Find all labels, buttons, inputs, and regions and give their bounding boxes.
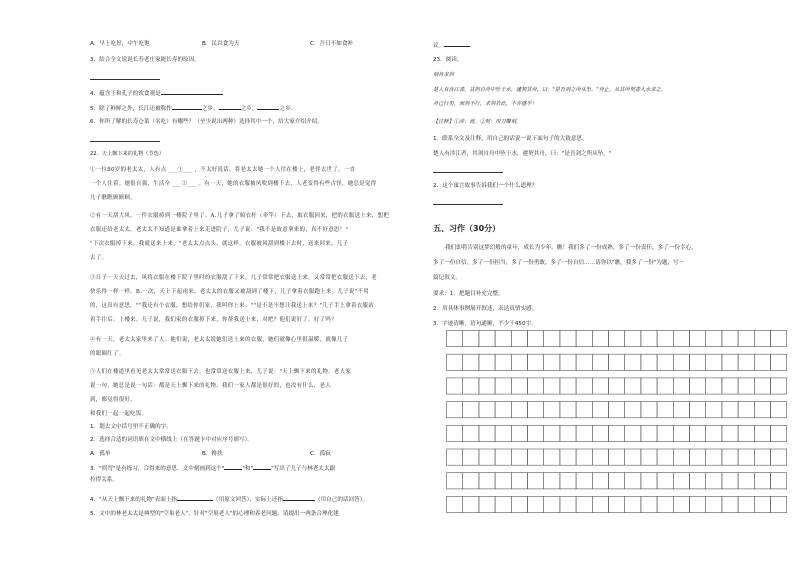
grid-cell[interactable] [544,425,560,441]
grid-cell[interactable] [722,331,738,347]
grid-cell[interactable] [625,354,641,370]
grid-cell[interactable] [625,402,641,418]
grid-cell[interactable] [479,354,495,370]
grid-cell[interactable] [495,496,511,512]
option-a: A．早上吃好，中午吃饱 [90,41,150,47]
answer-cont: 议。 [433,40,470,50]
classic-text: 楚人有涉江者，其剑自舟中坠于水，遽契其舟，曰："是吾剑之所从坠。"舟止，从其所契者入水求之。 [433,87,667,93]
answer-line [90,141,160,142]
grid-cell[interactable] [657,378,673,394]
grid-cell[interactable] [754,473,770,489]
grid-cell[interactable] [495,354,511,370]
grid-cell[interactable] [690,496,706,512]
grid-cell[interactable] [511,449,527,465]
grid-cell[interactable] [576,402,592,418]
question-4: 4．蕴含王和孔子的饮食观是 [90,88,223,98]
grid-cell[interactable] [722,449,738,465]
grid-cell[interactable] [463,425,479,441]
grid-cell[interactable] [447,331,463,347]
grid-cell[interactable] [771,425,787,441]
grid-cell[interactable] [528,496,544,512]
grid-cell[interactable] [576,378,592,394]
grid-cell[interactable] [447,449,463,465]
grid-cell[interactable] [479,449,495,465]
grid-cell[interactable] [771,402,787,418]
grid-cell[interactable] [447,354,463,370]
grid-cell[interactable] [609,402,625,418]
grid-cell[interactable] [722,378,738,394]
passage-line: 的眼圈红了。 [90,351,125,357]
grid-cell[interactable] [690,354,706,370]
grid-cell[interactable] [447,425,463,441]
grid-cell[interactable] [706,331,722,347]
grid-cell[interactable] [657,402,673,418]
question-23: 23．阅读。 [433,57,463,63]
question-5b: 5．文中的林老太太是典型的"空巢老人"，针对"空巢老人"的心理和养老问题，请提出一两条合理化建 [90,511,339,517]
grid-cell[interactable] [479,402,495,418]
grid-cell[interactable] [544,496,560,512]
grid-cell[interactable] [609,473,625,489]
q2-option-b: B．搀扶 [202,451,223,457]
grid-cell[interactable] [560,496,576,512]
prompt-line: 多了一份自信，多了一份担当，多了一份勇敢，多了一份自信……请你以"瞧，我多了一份"为题，写一 [433,260,685,266]
grid-cell[interactable] [528,425,544,441]
grid-cell[interactable] [706,425,722,441]
q2-option-c: C．孤寂 [310,451,331,457]
question-1: 1．划去文中括号里不正确的字。 [90,424,172,430]
grid-cell[interactable] [463,354,479,370]
grid-cell[interactable] [771,331,787,347]
grid-cell[interactable] [706,473,722,489]
grid-cell[interactable] [625,378,641,394]
grid-cell[interactable] [511,354,527,370]
passage-line: 去了。 [90,255,108,261]
requirement-1: 要求：1．把题目补充完整。 [433,291,504,297]
grid-cell[interactable] [706,402,722,418]
grid-cell[interactable] [754,354,770,370]
passage-line: 衣服还给老太太。老太太不知道是谁拿着上来走进院子，儿子说："我不是故意拿来的，真不好意思！" [90,227,349,233]
grid-cell[interactable] [771,449,787,465]
grid-cell[interactable] [657,354,673,370]
passage-line: 说一句，她总是说一句话：都是天上飘下来的礼物。我们一家人都是很好的，也没有什么，老人 [90,383,332,389]
question-3b: 3．"拐弯"是有练习，合得来的意思。文中刻画到这个" "和" "写出了儿子与林老太太跟 [90,463,335,473]
grid-lines [446,330,794,518]
grid-cell[interactable] [592,331,608,347]
grid-cell[interactable] [771,473,787,489]
grid-cell[interactable] [479,496,495,512]
grid-cell[interactable] [560,354,576,370]
grid-cell[interactable] [544,354,560,370]
grid-cell[interactable] [528,473,544,489]
grid-cell[interactable] [479,425,495,441]
grid-cell[interactable] [722,496,738,512]
answer-line [433,204,503,205]
grid-cell[interactable] [495,473,511,489]
grid-cell[interactable] [479,473,495,489]
grid-cell[interactable] [754,378,770,394]
question-5: 5．除了鲜鲜之外，长江还被称作 之乡， 之乡， 之乡。 [90,103,296,113]
grid-cell[interactable] [592,473,608,489]
grid-cell[interactable] [511,425,527,441]
grid-cell[interactable] [479,378,495,394]
grid-cell[interactable] [690,331,706,347]
grid-cell[interactable] [463,331,479,347]
grid-cell[interactable] [657,331,673,347]
right-question-1-sentence: 楚人有涉江者，其剑自舟中坠于水，遽契其舟，曰："是吾剑之所从坠。" [433,151,612,157]
passage-line: ⑤人们在楼道里看见老太太常常送衣服下去，也常常送衣服上来，儿子说："天上飘下来的礼物，老人家 [90,369,352,375]
grid-cell[interactable] [706,449,722,465]
grid-cell[interactable] [560,378,576,394]
grid-cell[interactable] [690,473,706,489]
grid-cell[interactable] [673,354,689,370]
grid-cell[interactable] [690,425,706,441]
grid-cell[interactable] [560,449,576,465]
passage-line: ④有一天，老太太家里来了人。他们说，老太太说她们送上来的衣服，她们就像心里很温暖，就像儿子 [90,337,349,343]
grid-cell[interactable] [738,496,754,512]
option-c: C．吾日不如食补 [310,41,354,47]
grid-cell[interactable] [511,331,527,347]
grid-cell[interactable] [754,425,770,441]
classic-text: 舟已行矣，而剑不行，求剑若此，不亦惑乎！ [433,101,537,107]
grid-cell[interactable] [722,354,738,370]
option-b: B．民以食为天 [202,41,240,47]
grid-cell[interactable] [463,402,479,418]
grid-cell[interactable] [463,449,479,465]
grid-cell[interactable] [641,449,657,465]
grid-cell[interactable] [673,378,689,394]
grid-cell[interactable] [528,402,544,418]
passage-line: 着手往后。上楼来。儿子说，我们家的衣服掉下来，你帮我送上来，对吧？他们说好了。好了吗？ [90,317,337,323]
question-6: 6．你所了解的长寿仓菜（名吃）有哪些？（至少说出两种）选择其中一个，给大家介绍介绍。 [90,119,323,125]
grid-cell[interactable] [690,402,706,418]
grid-cell[interactable] [592,496,608,512]
grid-cell[interactable] [722,473,738,489]
grid-cell[interactable] [576,473,592,489]
grid-cell[interactable] [754,449,770,465]
grid-cell[interactable] [576,331,592,347]
grid-cell[interactable] [576,496,592,512]
grid-cell[interactable] [609,449,625,465]
passage-line: "下次衣服掉下来，我就送来上来。"老太太点点头。就这样，衣服被风刮到楼下去时，送来回来，儿子 [90,241,349,247]
grid-cell[interactable] [625,331,641,347]
grid-cell[interactable] [771,496,787,512]
grid-cell[interactable] [771,378,787,394]
answer-line [433,172,503,173]
grid-cell[interactable] [560,473,576,489]
passage-line: 到，都觉得很好。 [90,397,136,403]
grid-cell[interactable] [754,402,770,418]
grid-cell[interactable] [754,331,770,347]
grid-cell[interactable] [447,496,463,512]
q2-option-a: A．孤单 [90,451,111,457]
grid-cell[interactable] [511,496,527,512]
grid-cell[interactable] [690,378,706,394]
grid-cell[interactable] [463,496,479,512]
question-2: 2．选择合适的词语填在文中横线上（在答题卡中对应序号填写）。 [90,437,253,443]
passage-line: ③日子一天天过去，风将衣服在楼下院子里时的衣服刮了下来，儿子常常把衣服送上来，又常常把衣服送下去，老 [90,275,378,281]
grid-cell[interactable] [754,496,770,512]
grid-cell[interactable] [528,354,544,370]
grid-cell[interactable] [447,473,463,489]
grid-cell[interactable] [625,473,641,489]
grid-cell[interactable] [511,402,527,418]
grid-cell[interactable] [544,331,560,347]
grid-cell[interactable] [544,473,560,489]
composition-grid[interactable] [446,330,794,518]
grid-cell[interactable] [625,496,641,512]
grid-cell[interactable] [495,378,511,394]
grid-cell[interactable] [576,354,592,370]
grid-cell[interactable] [495,331,511,347]
grid-cell[interactable] [560,331,576,347]
grid-cell[interactable] [463,378,479,394]
grid-cell[interactable] [641,425,657,441]
grid-cell[interactable] [657,496,673,512]
requirement-2: 2．用具体事例展开叙述，表达真情实感。 [433,306,538,312]
grid-cell[interactable] [592,354,608,370]
grid-cell[interactable] [673,331,689,347]
grid-cell[interactable] [641,354,657,370]
grid-cell[interactable] [511,378,527,394]
grid-cell[interactable] [673,496,689,512]
grid-cell[interactable] [657,425,673,441]
grid-cell[interactable] [447,378,463,394]
grid-cell[interactable] [528,378,544,394]
grid-cell[interactable] [706,496,722,512]
passage-line: 和我们一起一起吃饭。 [90,411,148,417]
grid-cell[interactable] [657,473,673,489]
grid-cell[interactable] [544,378,560,394]
prompt-line: 篇记叙文。 [433,275,461,281]
grid-cell[interactable] [690,449,706,465]
passage-line: 的，这真有意思。""我还有个衣服，想给你们家，我叫你上来。""是不是不想让我送上来？"儿子手上拿着衣服站 [90,303,374,309]
grid-cell[interactable] [771,354,787,370]
requirement-3: 3．字迹清晰，语句通顺，不少于450字。 [433,321,537,327]
grid-cell[interactable] [738,449,754,465]
grid-cell[interactable] [738,354,754,370]
grid-cell[interactable] [592,449,608,465]
grid-cell[interactable] [738,473,754,489]
grid-cell[interactable] [706,378,722,394]
grid-cell[interactable] [641,331,657,347]
grid-cell[interactable] [738,331,754,347]
grid-cell[interactable] [592,425,608,441]
grid-cell[interactable] [738,425,754,441]
grid-cell[interactable] [479,331,495,347]
grid-cell[interactable] [511,473,527,489]
right-question-1: 1．联系全文及注释，用自己的话说一说下面句子的大致意思。 [433,136,588,142]
grid-cell[interactable] [544,449,560,465]
question-3b-cont: 拉得关系。 [90,477,118,483]
answer-line [90,79,160,80]
grid-cell[interactable] [592,378,608,394]
passage-line: ①一位80岁的老太太，人有点 ___①___ ，不太好说话。将老太太她一个人住在楼上，老伴去世了，一直 [90,167,356,173]
grid-cell[interactable] [463,473,479,489]
prompt-line: 我们即将告别这梦幻般的童年，成长为少年。瞧！我们多了一份成熟，多了一份责任，多了一份幸心， [445,245,697,251]
question-22-title: 22．天上飘下来的礼物（节选） [90,151,165,157]
grid-cell[interactable] [625,425,641,441]
grid-cell[interactable] [673,449,689,465]
question-4b: 4．"从天上飘下来的礼物"表面上指 （用原文回答），实际上还指 （用自己的话回答）。 [90,494,368,504]
grid-cell[interactable] [544,402,560,418]
grid-cell[interactable] [592,402,608,418]
grid-cell[interactable] [609,331,625,347]
grid-cell[interactable] [625,449,641,465]
grid-cell[interactable] [560,402,576,418]
grid-cell[interactable] [657,449,673,465]
passage-line: ②有一天刮大风，一件衣服掉到一楼院子里了。A.儿子拿了晾衣杆（牵竿）下去，取衣服回来，把的衣服送上来，想把 [90,213,390,219]
right-question-2: 2．这个寓言故事告诉我们一个什么道理？ [433,183,538,189]
grid-cell[interactable] [576,449,592,465]
grid-cell[interactable] [673,473,689,489]
grid-cell[interactable] [673,425,689,441]
grid-cell[interactable] [641,473,657,489]
grid-cell[interactable] [609,354,625,370]
grid-cell[interactable] [576,425,592,441]
classic-title: 刻舟求剑 [433,72,454,78]
grid-cell[interactable] [641,402,657,418]
grid-cell[interactable] [609,425,625,441]
grid-cell[interactable] [641,496,657,512]
section-5-title: 五、习作（30分） [433,224,501,233]
grid-cell[interactable] [641,378,657,394]
grid-cell[interactable] [447,402,463,418]
grid-cell[interactable] [495,425,511,441]
question-3: 3．结合全文说说长寿老庄家能长寿的原因。 [90,57,200,63]
grid-cell[interactable] [738,378,754,394]
grid-cell[interactable] [495,402,511,418]
passage-line: 儿子瞧瞧顾顾顾。 [90,195,136,201]
grid-cell[interactable] [706,354,722,370]
passage-line: 一个人住着。她很自强，生活全 ___②___ 。有一天，她的衣服被风吹到楼下去，人老变得有些古怪，她总是觉得 [90,181,377,187]
grid-cell[interactable] [528,449,544,465]
passage-line: 快乐得一样一样。B.一次，天上下起雨来，老太太的衣服又被刮到了楼下，儿子拿着衣服跑上来。儿子说"不用 [90,289,370,295]
grid-cell[interactable] [560,425,576,441]
grid-cell[interactable] [673,402,689,418]
grid-cell[interactable] [609,378,625,394]
grid-cell[interactable] [722,425,738,441]
grid-cell[interactable] [722,402,738,418]
grid-cell[interactable] [609,496,625,512]
grid-cell[interactable] [528,331,544,347]
annotation: 【注释】①涉：渡。②契：用刀雕刻。 [433,119,522,125]
grid-cell[interactable] [495,449,511,465]
grid-cell[interactable] [738,402,754,418]
